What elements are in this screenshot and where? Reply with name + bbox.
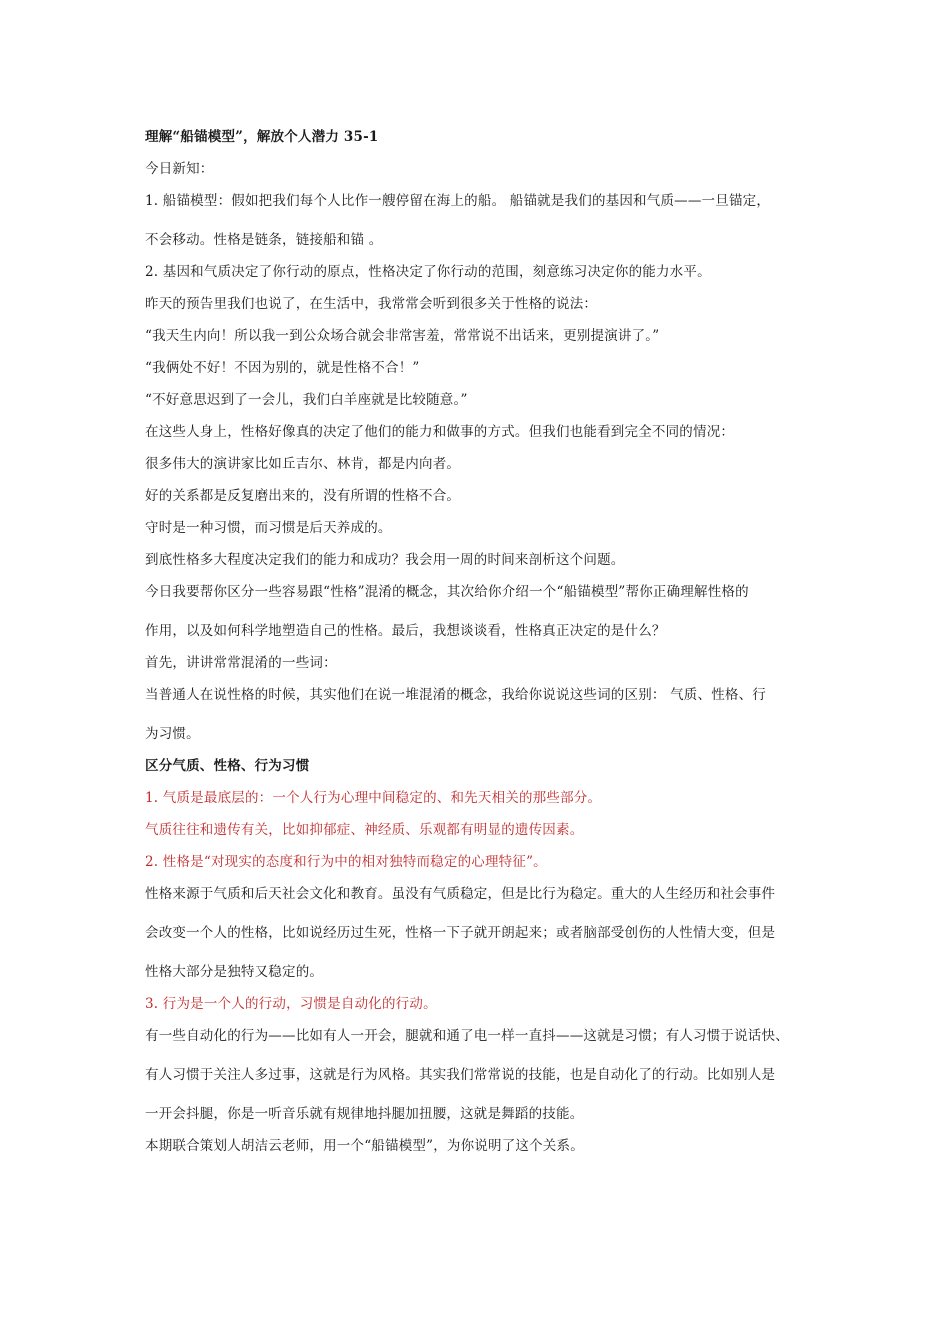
paragraph-personality-3: 性格大部分是独特又稳定的。 — [145, 964, 324, 980]
document-page — [145, 126, 825, 1167]
paragraph: 当普通人在说性格的时候，其实他们在说一堆混淆的概念，我给你说说这些词的区别： 气质、性格、行 — [145, 687, 766, 703]
paragraph-personality-1: 性格来源于气质和后天社会文化和教育。虽没有气质稳定，但是比行为稳定。重大的人生经历和社会事件 — [145, 886, 776, 902]
paragraph-intro: 今日新知： — [145, 161, 214, 177]
paragraph: 为习惯。 — [145, 726, 200, 742]
quote: “不好意思迟到了一会儿，我们白羊座就是比较随意。” — [145, 392, 468, 408]
paragraph: 很多伟大的演讲家比如丘吉尔、林肯，都是内向者。 — [145, 456, 461, 472]
highlight-temperament: 1. 气质是最底层的：一个人行为心理中间稳定的、和先天相关的那些部分。 — [145, 790, 602, 806]
paragraph: 守时是一种习惯，而习惯是后天养成的。 — [145, 520, 392, 536]
paragraph-habit-2: 有人习惯于关注人多过事，这就是行为风格。其实我们常常说的技能，也是自动化了的行动。比如别人是 — [145, 1067, 776, 1083]
paragraph-habit-1: 有一些自动化的行为——比如有人一开会，腿就和通了电一样一直抖——这就是习惯；有人习惯于说话快、 — [145, 1028, 789, 1044]
paragraph-anchor-model-2: 不会移动。性格是链条，链接船和锚 。 — [145, 232, 383, 248]
paragraph: 好的关系都是反复磨出来的，没有所谓的性格不合。 — [145, 488, 461, 504]
highlight-personality: 2. 性格是“对现实的态度和行为中的相对独特而稳定的心理特征”。 — [145, 854, 547, 870]
paragraph-habit-3: 一开会抖腿，你是一听音乐就有规律地抖腿加扭腰，这就是舞蹈的技能。 — [145, 1106, 584, 1122]
paragraph-point-2: 2. 基因和气质决定了你行动的原点，性格决定了你行动的范围，刻意练习决定你的能力水平。 — [145, 264, 711, 280]
highlight-temperament-genetics: 气质往往和遗传有关，比如抑郁症、神经质、乐观都有明显的遗传因素。 — [145, 822, 584, 838]
paragraph-personality-2: 会改变一个人的性格，比如说经历过生死，性格一下子就开朗起来；或者脑部受创伤的人性情大变，但是 — [145, 925, 776, 941]
paragraph: 在这些人身上，性格好像真的决定了他们的能力和做事的方式。但我们也能看到完全不同的情况： — [145, 424, 735, 440]
paragraph: 首先，讲讲常常混淆的一些词： — [145, 655, 337, 671]
paragraph: 昨天的预告里我们也说了，在生活中，我常常会听到很多关于性格的说法： — [145, 296, 598, 312]
paragraph: 作用，以及如何科学地塑造自己的性格。最后，我想谈谈看，性格真正决定的是什么？ — [145, 623, 666, 639]
paragraph: 到底性格多大程度决定我们的能力和成功？我会用一周的时间来剖析这个问题。 — [145, 552, 625, 568]
quote: “我俩处不好！不因为别的，就是性格不合！” — [145, 360, 420, 376]
paragraph: 今日我要帮你区分一些容易跟“性格”混淆的概念，其次给你介绍一个“船锚模型”帮你正确理解性格的 — [145, 584, 749, 600]
highlight-behavior: 3. 行为是一个人的行动，习惯是自动化的行动。 — [145, 996, 437, 1012]
section-heading: 区分气质、性格、行为习惯 — [145, 758, 310, 774]
paragraph-anchor-model-1: 1. 船锚模型：假如把我们每个人比作一艘停留在海上的船。 船锚就是我们的基因和气质——一旦锚定， — [145, 193, 771, 209]
quote: “我天生内向！所以我一到公众场合就会非常害羞，常常说不出话来，更别提演讲了。” — [145, 328, 660, 344]
document-title: 理解“船锚模型”，解放个人潜力 35-1 — [145, 129, 379, 145]
paragraph-closing: 本期联合策划人胡洁云老师，用一个“船锚模型”，为你说明了这个关系。 — [145, 1138, 584, 1154]
